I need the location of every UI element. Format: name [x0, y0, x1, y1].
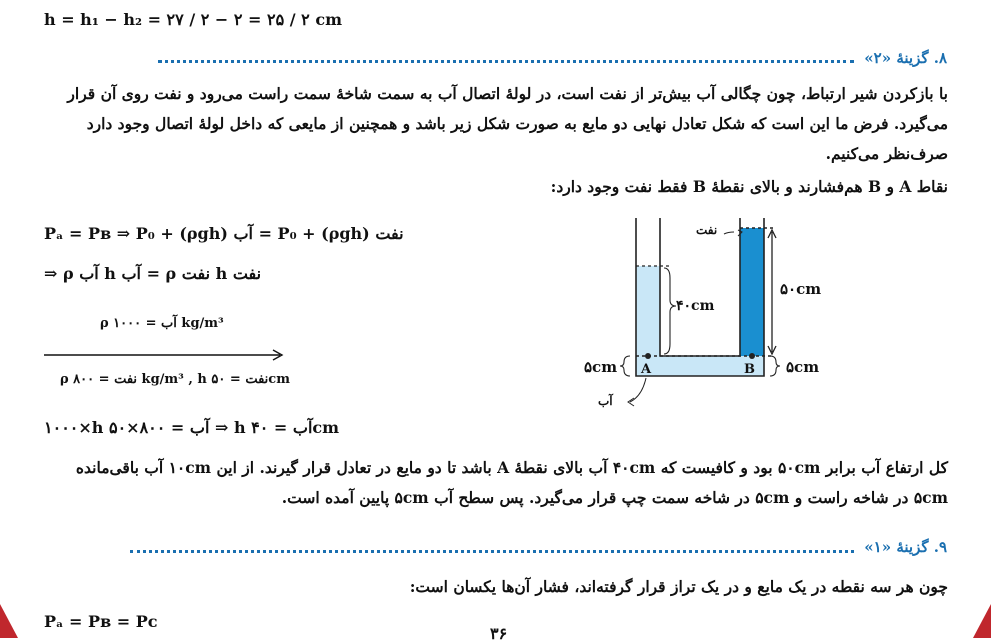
q8-paragraph-2: نقاط A و B هم‌فشارند و بالای نقطهٔ B فقط نفت وجود دارد:: [550, 177, 948, 196]
q8-paragraph-3: کل ارتفاع آب برابر ۵۰cm بود و کافیست که ۴۰cm آب بالای نقطهٔ A باشد تا دو مایع در تعادل قرار گیرند. از این ۱۰cm آب باقی‌مانده ۵cm در شاخه راست و ۵cm در شاخه سمت چپ قرار می‌گیرد. پس سطح آب ۵cm پایین آمده است.: [75, 458, 948, 507]
oil-label: نفت: [696, 223, 718, 237]
q9-heading: ۹. گزینهٔ «۱»: [864, 538, 947, 556]
equation-density-height: ⇒ ρ آب h آب = ρ نفت h نفت: [44, 264, 262, 283]
point-b-dot: [749, 353, 755, 359]
corner-decoration-right: [973, 604, 991, 638]
water-label: آب: [598, 394, 613, 408]
label-5cm-left: ۵cm: [584, 358, 618, 376]
point-b-label: B: [744, 362, 755, 377]
top-equation: h = h₁ − h₂ = ۲۷ / ۲ − ۲ = ۲۵ / ۲ cm: [44, 10, 343, 29]
label-40cm: ۴۰cm: [676, 298, 715, 314]
heading-dots-q9: [130, 550, 854, 553]
implication-arrow: [44, 348, 288, 362]
corner-decoration-left: [0, 604, 18, 638]
q8-paragraph-1: با بازکردن شیر ارتباط، چون چگالی آب بیش‌تر از نفت است، در لولهٔ اتصال آب به سمت شاخهٔ سمت راست می‌رود و نفت روی آن قرار می‌گیرد. فرض ما این است که شکل تعادل نهایی دو مایع به صورت شکل زیر باشد و همچنین از مایعی که داخل لولهٔ اتصال وجود دارد صرف‌نظر می‌کنیم.: [67, 84, 948, 163]
equation-result: ۱۰۰۰×h آب = ۸۰۰×۵۰ ⇒ h آب = ۴۰cm: [44, 418, 340, 437]
label-50cm: ۵۰cm: [780, 280, 822, 298]
oil-column: [740, 228, 764, 356]
arrow-bottom-label: ρ نفت = ۸۰۰ kg/m³ , h نفت = ۵۰cm: [60, 372, 290, 387]
label-5cm-right: ۵cm: [786, 358, 820, 376]
q9-equation: Pₐ = Pʙ = Pᴄ: [44, 612, 158, 631]
page-number: ۳۶: [490, 624, 508, 643]
tube-inner: [660, 218, 740, 356]
point-a-label: A: [641, 362, 652, 377]
arrow-top-label: ρ آب = ۱۰۰۰ kg/m³: [100, 316, 224, 331]
point-a-dot: [645, 353, 651, 359]
q9-paragraph: چون هر سه نقطه در یک مایع و در یک تراز قرار گرفته‌اند، فشار آن‌ها یکسان است:: [409, 577, 948, 596]
u-tube-diagram: [560, 214, 860, 418]
q8-heading: ۸. گزینهٔ «۲»: [864, 49, 947, 67]
equation-pressure: Pₐ = Pʙ ⇒ P₀ + (ρgh) آب = P₀ + (ρgh) نفت: [44, 224, 404, 243]
